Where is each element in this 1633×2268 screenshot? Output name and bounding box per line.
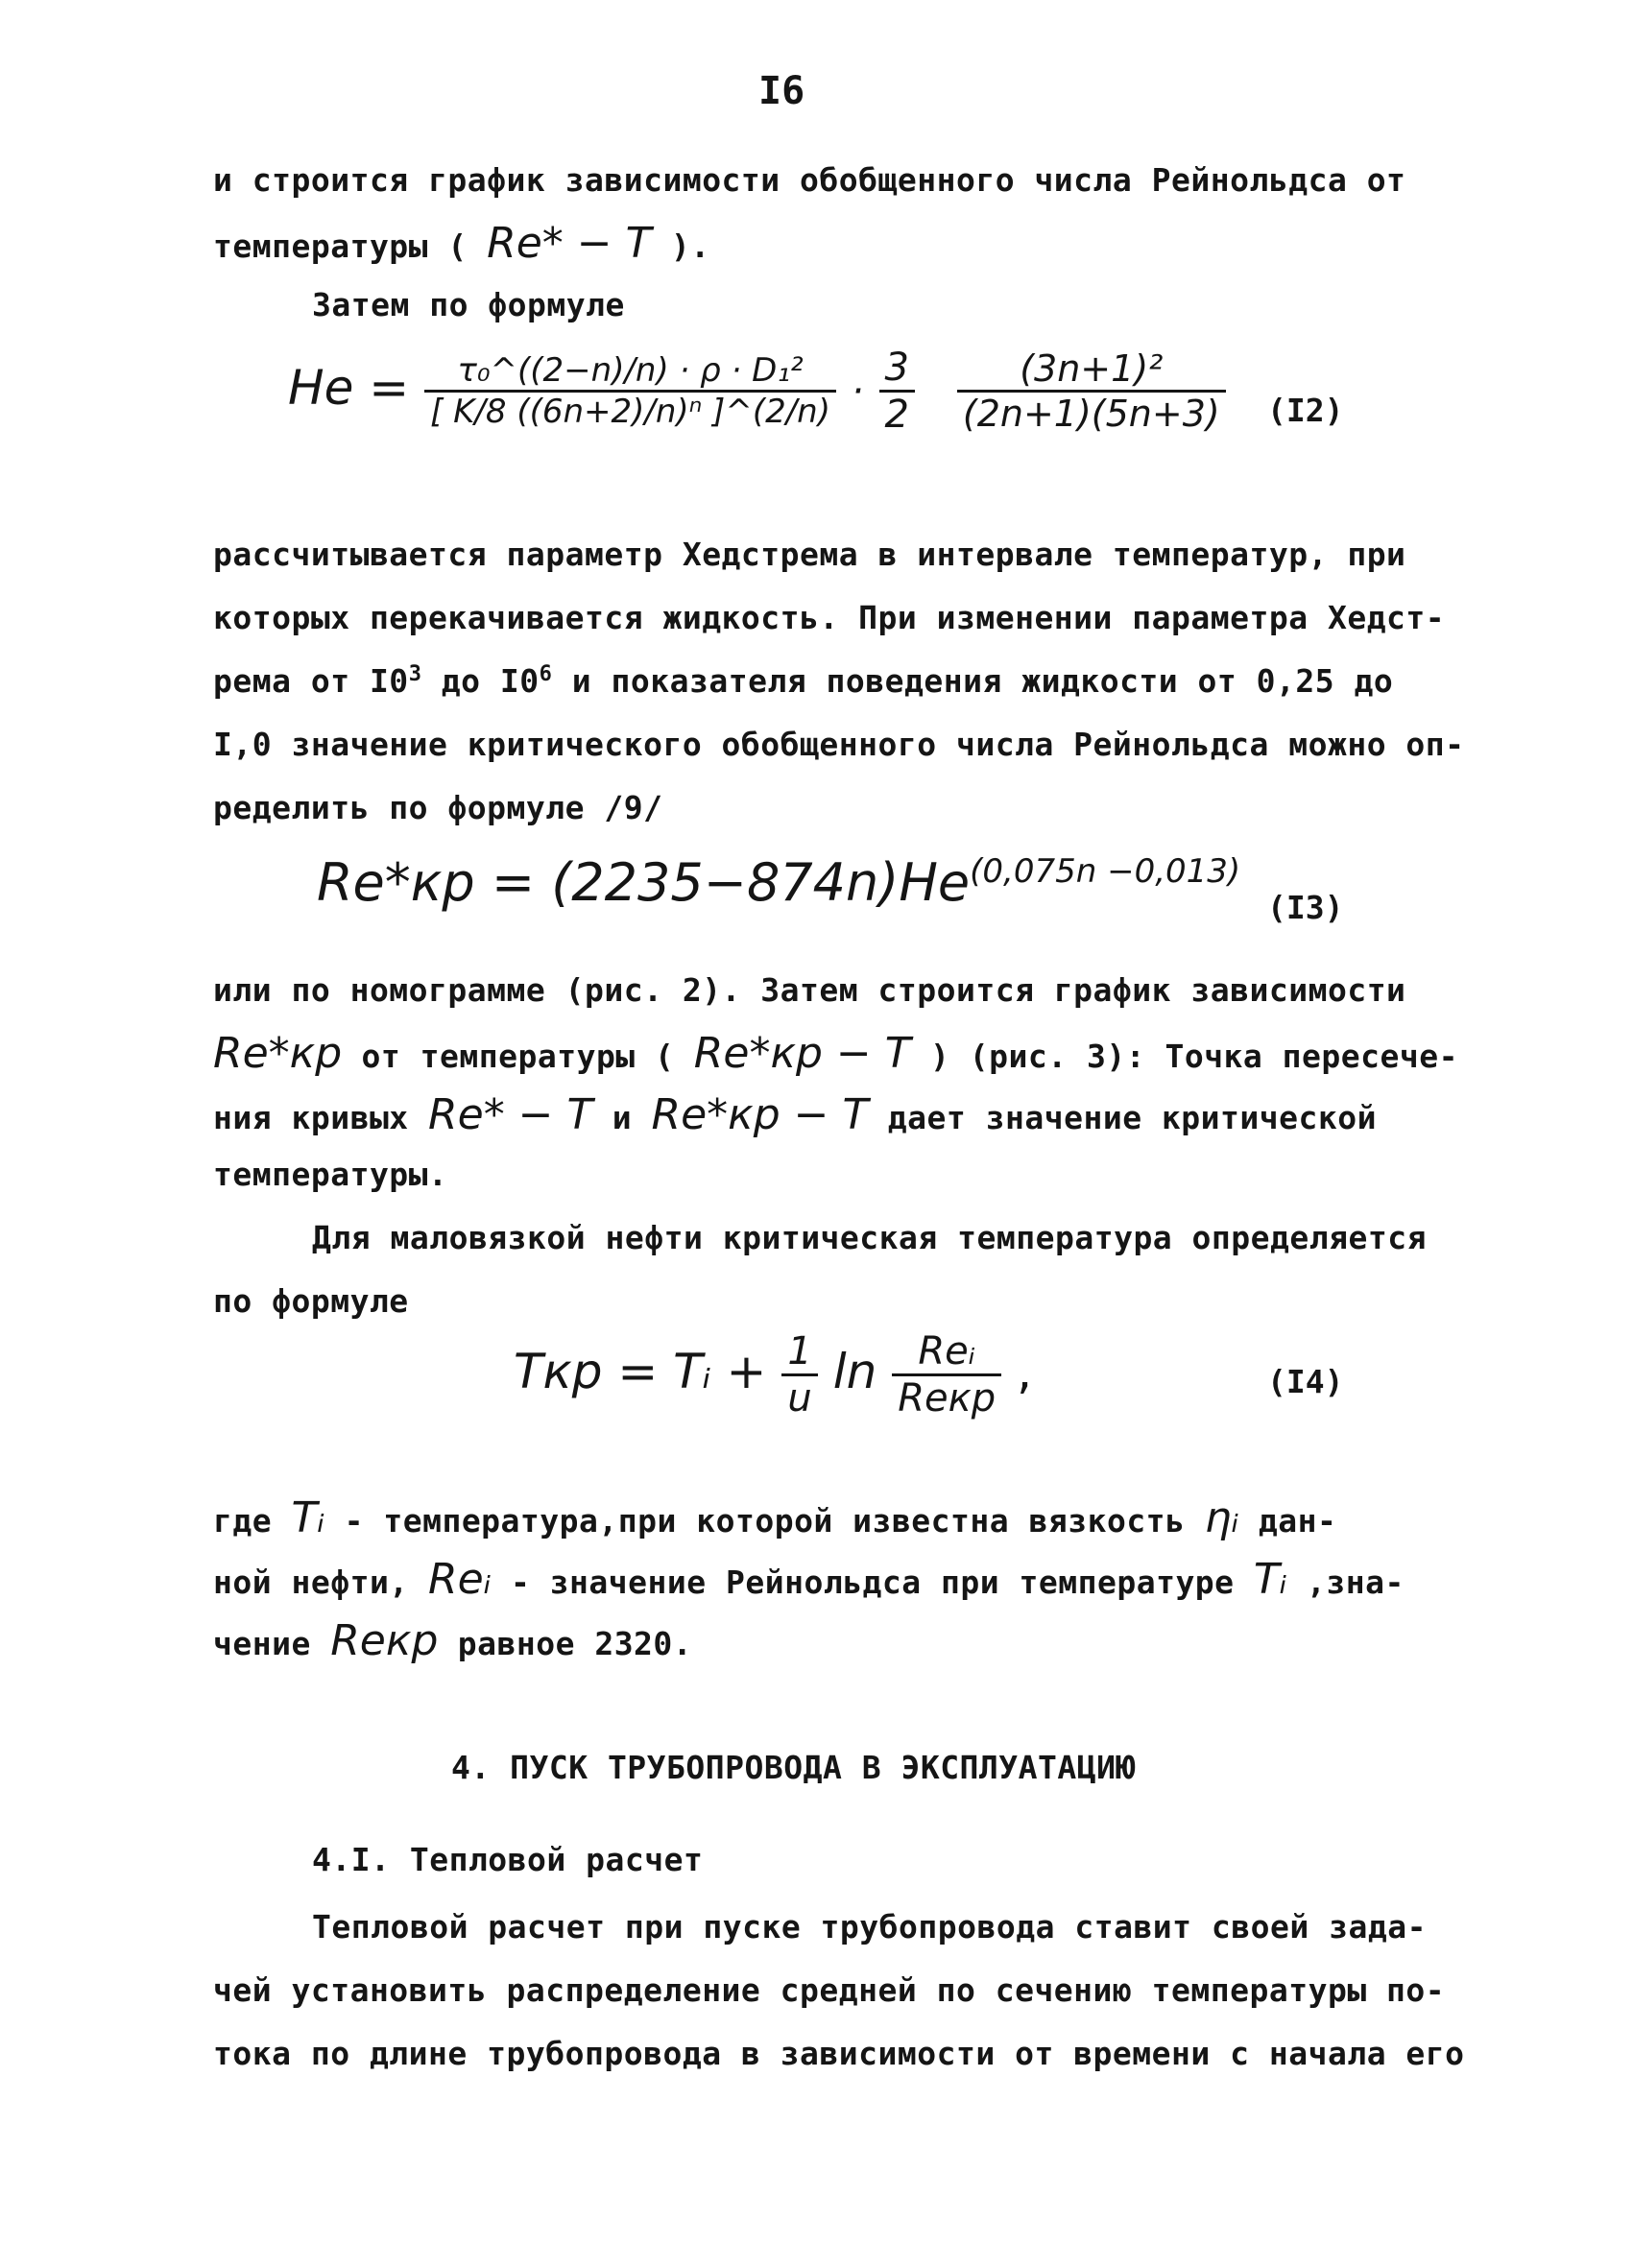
eq14-frac1-den: u [781,1373,817,1420]
eq14-ln: ln [832,1344,877,1399]
para2-line1: Затем по формуле [312,286,625,323]
para7-line3: тока по длине трубопровода в зависимости от времени с начала его [213,2035,1465,2072]
eq12-frac1-den: [ K/8 ((6n+2)/n)ⁿ ]^(2/n) [424,390,836,431]
eq14-frac2-num: Reᵢ [918,1329,975,1373]
para6-line1-a: где [213,1502,292,1540]
eq14-fraction-1 [781,1329,817,1420]
para4-line2-math2: Re*кр − T [693,1029,911,1078]
eq13-rhs: = (2235−874n)He [491,852,971,913]
eq14-frac1-num: 1 [787,1329,812,1373]
para6-line2-c: ,зна- [1307,1564,1405,1601]
eq14-frac2-den: Reкр [892,1373,1001,1420]
eq14-fraction-2 [892,1329,1001,1420]
eq14-lhs: Tкр = Tᵢ + [514,1344,767,1399]
eq12-frac3-num: (3n+1)² [1020,347,1164,390]
para3-line4: I,0 значение критического обобщенного числа Рейнольдса можно оп- [213,726,1465,763]
para3-line3-c: и показателя поведения жидкости от 0,25 до [552,662,1394,700]
para6-line1-m1: Tᵢ [291,1493,325,1542]
eq13-exponent: (0,075n −0,013) [970,852,1241,891]
para6-line2 [213,1555,1405,1604]
page-number: I6 [758,69,805,113]
para4-line2-math1: Re*кр [213,1029,343,1078]
para4-line3-math1: Re* − T [428,1090,593,1139]
equation-13 [317,852,1240,913]
para6-line3-a: чение [213,1625,331,1662]
para1-line2 [213,219,710,268]
para3-line5: ределить по формуле /9/ [213,789,663,826]
equation-14 [514,1329,1032,1420]
para4-line3-b: и [612,1099,652,1136]
para4-line4: температуры. [213,1156,448,1193]
section-heading: 4. ПУСК ТРУБОПРОВОДА В ЭКСПЛУАТАЦИЮ [451,1749,1136,1786]
para4-line2-b: ) (рис. 3): Точка пересече- [930,1038,1458,1075]
para6-line1-m2: ηᵢ [1204,1493,1239,1542]
eq12-lhs: He = [288,360,410,416]
para5-line1: Для маловязкой нефти критическая температура определяется [312,1219,1427,1256]
para3-line3-b: до I0 [421,662,540,700]
para4-line3-c: дает значение критической [887,1099,1377,1136]
para3-line1: рассчитывается параметр Хедстрема в интервале температур, при [213,536,1406,573]
eq12-number: (I2) [1267,392,1344,429]
equation-12: He = $\frac{\text{τ₀\textasciicircum{}((2−n)/n) · ρ · D₁²}}{\text{[ K/8 ((6n+2)/n)ⁿ ]\textasciicircum{}(2/n)}}$ · $\frac{3}{2}$ $\frac{\text{(3n+1)²}}{(2n+1)(5n+3)}$ [288,346,1226,437]
para7-line1: Тепловой расчет при пуске трубопровода ставит своей зада- [312,1908,1427,1946]
para1-line2-math: Re* − T [487,219,652,268]
eq12-fraction-1 [424,351,836,431]
para3-line3-sup2: 6 [539,662,553,686]
para6-line3-b: равное 2320. [457,1625,693,1662]
para1-line2-suffix: ). [670,227,710,265]
para3-line3 [213,662,1393,700]
para6-line1 [213,1493,1336,1542]
para6-line3-m1: Reкр [330,1616,439,1665]
eq14-trail: , [1017,1344,1032,1399]
para5-line2: по формуле [213,1282,409,1320]
para6-line3 [213,1616,692,1665]
eq12-frac3-den: (2n+1)(5n+3) [957,390,1226,435]
eq14-number: (I4) [1267,1363,1344,1400]
para1-line1: и строится график зависимости обобщенного числа Рейнольдса от [213,161,1406,199]
para1-line2-prefix: температуры ( [213,227,468,265]
para6-line2-m2: Tᵢ [1253,1555,1287,1604]
para4-line3-a: ния кривых [213,1099,429,1136]
para3-line3-a: рема от I0 [213,662,409,700]
para3-line3-sup1: 3 [408,662,422,686]
para6-line1-b: - температура,при которой известна вязкость [344,1502,1205,1540]
para4-line2 [213,1029,1458,1078]
para4-line1: или по номограмме (рис. 2). Затем строится график зависимости [213,971,1406,1009]
subsection-heading: 4.I. Тепловой расчет [312,1841,704,1878]
para3-line2: которых перекачивается жидкость. При изменении параметра Хедст- [213,599,1446,636]
para4-line2-a: от температуры ( [361,1038,675,1075]
eq13-number: (I3) [1267,889,1344,926]
para4-line3 [213,1090,1377,1139]
eq12-frac2-num: 3 [884,346,909,390]
para6-line2-b: - значение Рейнольдса при температуре [510,1564,1254,1601]
para4-line3-math2: Re*кр − T [651,1090,869,1139]
para6-line2-m1: Reᵢ [428,1555,492,1604]
eq12-frac2-den: 2 [879,390,915,437]
eq13-lhs: Re*кр [317,852,475,913]
para6-line1-c: дан- [1258,1502,1337,1540]
para7-line2: чей установить распределение средней по сечению температуры по- [213,1971,1446,2009]
eq12-frac1-num: τ₀^((2−n)/n) · ρ · D₁² [457,351,804,390]
eq12-fraction-2 [879,346,915,437]
para6-line2-a: ной нефти, [213,1564,429,1601]
eq12-fraction-3 [957,347,1226,435]
